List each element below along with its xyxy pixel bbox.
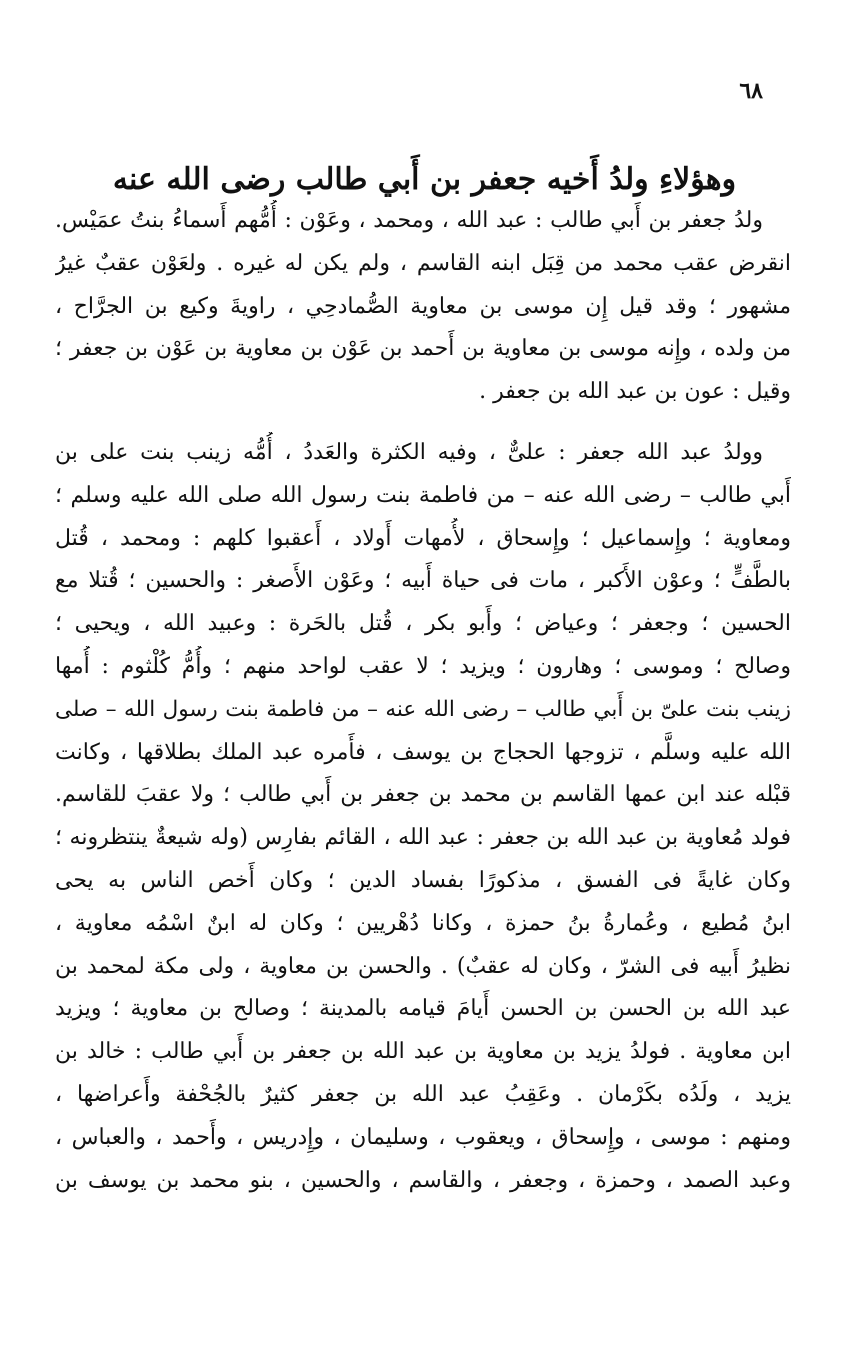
text-line: ومنهم : موسى ، وإِسحاق ، ويعقوب ، وسليمان ، وإِدريس ، وأَحمد ، والعباس ، (55, 1124, 791, 1150)
text-line: مشهور ؛ وقد قيل إِن موسى بن معاوية الصُّمادحِي ، راويةَ وكيع بن الجرَّاح ، (55, 293, 791, 319)
text-line: انقرض عقب محمد من قِبَل ابنه القاسم ، ولم يكن له غيره . ولعَوْن عقبٌ غيرُ (55, 250, 791, 276)
text-line: وعبد الصمد ، وحمزة ، وجعفر ، والقاسم ، والحسين ، بنو محمد بن يوسف بن (55, 1167, 791, 1193)
text-line: ومعاوية ؛ وإِسماعيل ؛ وإِسحاق ، لأُمهات أَولاد ، أَعقبوا كلهم : ومحمد ، قُتل (55, 525, 791, 551)
text-line: بالطَّفٍّ ؛ وعوْن الأَكبر ، مات فى حياة أَبيه ؛ وعَوْن الأَصغر : والحسين ؛ قُتلا مع (55, 568, 791, 594)
text-line: فولد مُعاوية بن عبد الله بن جعفر : عبد الله ، القائم بفارِس (وله شيعةٌ ينتظرونه ؛ (55, 825, 791, 851)
text-line: وكان غايةً فى الفسق ، مذكورًا بفساد الدين ؛ وكان أَخص الناس به يحى (55, 867, 791, 893)
text-line: من ولده ، وإِنه موسى بن معاوية بن أَحمد بن عَوْن بن معاوية بن عَوْن بن جعفر ؛ (55, 336, 791, 362)
section-title: وهؤلاءِ ولدُ أَخيه جعفر بن أَبي طالب رضى الله عنه (112, 162, 737, 198)
paragraph-1 (55, 200, 791, 414)
page-number: ٦٨ (739, 78, 763, 104)
text-line: ابن معاوية . فولدُ يزيد بن معاوية بن عبد الله بن جعفر بن أَبي طالب : خالد بن (55, 1039, 791, 1065)
text-line: يزيد ، ولَدُه بكَرْمان . وعَقِبُ عبد الله بن جعفر كثيرٌ بالجُحْفة وأَعراضها ، (55, 1081, 791, 1107)
text-line: وصالح ؛ وموسى ؛ وهارون ؛ ويزيد ؛ لا عقب لواحد منهم ؛ وأُمُّ كُلْثوم : أُمها (55, 653, 791, 679)
text-line: وولدُ عبد الله جعفر : علىٌّ ، وفيه الكثرة والعَددُ ، أُمُّه زينب بنت على بن (55, 439, 763, 465)
text-line: ولدُ جعفر بن أَبي طالب : عبد الله ، ومحمد ، وعَوْن : أُمُّهم أَسماءُ بنتُ عمَيْس. (55, 208, 763, 233)
text-line: أَبي طالب – رضى الله عنه – من فاطمة بنت رسول الله صلى الله عليه وسلم ؛ (55, 482, 791, 508)
paragraph-2 (55, 432, 791, 1202)
text-line: ابنُ مُطيع ، وعُمارةُ بنُ حمزة ، وكانا دُهْريين ؛ وكان له ابنٌ اسْمُه معاوية ، (55, 910, 791, 936)
text-line: زينب بنت علىّ بن أَبي طالب – رضى الله عنه – من فاطمة بنت رسول الله – صلى (55, 696, 791, 722)
text-line: الحسين ؛ وجعفر ؛ وعياض ؛ وأَبو بكر ، قُتل بالحَرة : وعبيد الله ، ويحيى ؛ (55, 611, 791, 637)
body-text (55, 200, 791, 1202)
text-line: قبْله عند ابن عمها القاسم بن محمد بن جعفر بن أَبي طالب ؛ ولا عقبَ للقاسم. (55, 782, 791, 808)
text-line: نظيرُ أَبيه فى الشرّ ، وكان له عقبٌ) . والحسن بن معاوية ، ولى مكة لمحمد بن (55, 953, 791, 979)
text-line: وقيل : عون بن عبد الله بن جعفر . (479, 379, 791, 405)
text-line: الله عليه وسلَّم ، تزوجها الحجاج بن يوسف ، فأَمره عبد الملك بطلاقها ، وكانت (55, 739, 791, 765)
text-line: عبد الله بن الحسن بن الحسن أَيامَ قيامه بالمدينة ؛ وصالح بن معاوية ؛ ويزيد (55, 996, 791, 1022)
